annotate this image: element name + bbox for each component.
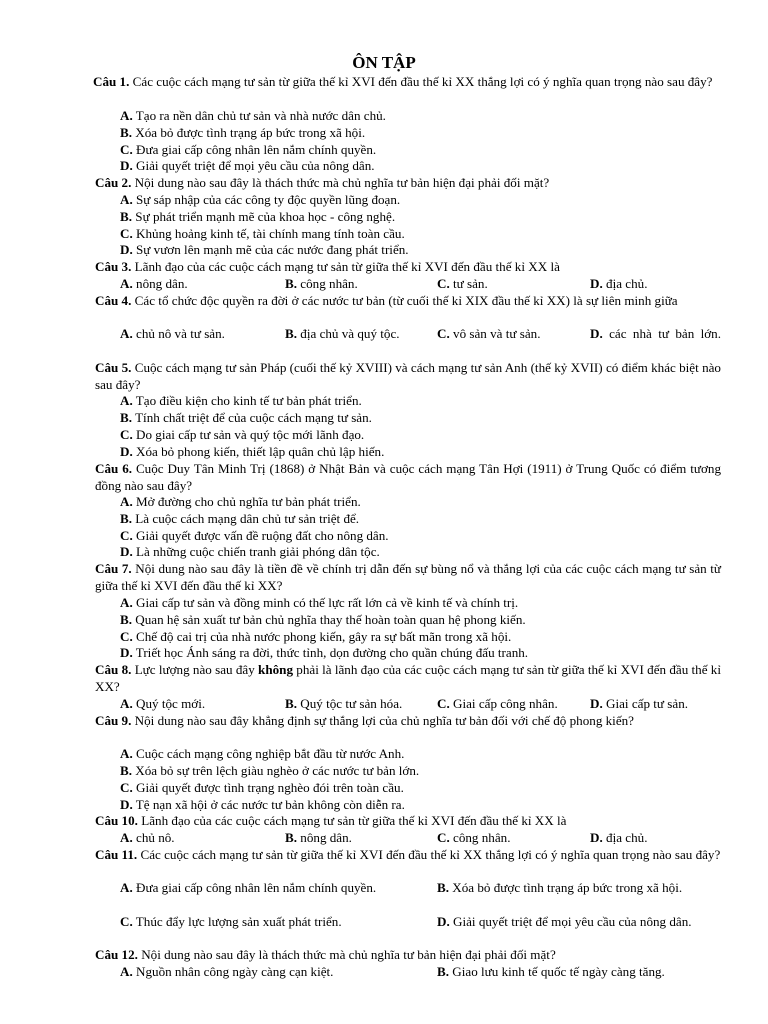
option-9d: D. Tệ nạn xã hội ở các nước tư bản không còn diễn ra. (120, 797, 405, 812)
question-8 (95, 662, 721, 696)
question-4 (95, 293, 721, 310)
option-2b: B. Sự phát triển mạnh mẽ của khoa học - công nghệ. (120, 209, 396, 224)
option-11c: C. Thúc đẩy lực lượng sản xuất phát triển. (120, 914, 342, 929)
option-12b: B. Giao lưu kinh tế quốc tế ngày càng tăng. (437, 964, 665, 979)
question-9 (95, 713, 721, 730)
option-10c: C. công nhân. (437, 830, 511, 845)
question-2 (95, 175, 721, 192)
option-3d: D. địa chủ. (590, 276, 648, 291)
option-5a: A. Tạo điều kiện cho kinh tế tư bản phát triển. (120, 393, 362, 408)
question-number: Câu 9. (95, 713, 132, 728)
question-text: Nội dung nào sau đây là tiền đề về chính trị dẫn đến sự bùng nổ và thắng lợi của các cuộc cách mạng tư sản từ giữa thế kỉ XVI đến đầu thế kỉ XX? (95, 561, 721, 593)
option-4d: D. các nhà tư bản lớn. (590, 326, 721, 341)
option-2a: A. Sự sáp nhập của các công ty độc quyền lũng đoạn. (120, 192, 401, 207)
option-8c: C. Giai cấp công nhân. (437, 696, 558, 711)
question-text: Các tổ chức độc quyền ra đời ở các nước tư bản (từ cuối thế kỉ XIX đầu thế kỉ XX) là sự liên minh giữa (134, 293, 678, 308)
question-5 (95, 360, 721, 394)
question-1 (93, 74, 721, 91)
option-1a: A. Tạo ra nền dân chủ tư sản và nhà nước dân chủ. (120, 108, 386, 123)
option-4a: A. chủ nô và tư sản. (120, 326, 225, 341)
question-number: Câu 7. (95, 561, 132, 576)
option-3a: A. nông dân. (120, 276, 188, 291)
option-2d: D. Sự vươn lên mạnh mẽ của các nước đang phát triển. (120, 242, 409, 257)
question-12 (95, 947, 721, 964)
option-3c: C. tư sản. (437, 276, 488, 291)
option-4b: B. địa chủ và quý tộc. (285, 326, 400, 341)
question-keyword: không (258, 662, 293, 677)
question-text: Các cuộc cách mạng tư sản từ giữa thế kỉ XVI đến đầu thế kỉ XX thắng lợi có ý nghĩa quan trọng nào sau đây? (132, 74, 713, 89)
option-7d: D. Triết học Ánh sáng ra đời, thức tỉnh, dọn đường cho quần chúng đấu tranh. (120, 645, 529, 660)
option-10b: B. nông dân. (285, 830, 352, 845)
question-text: Cuộc Duy Tân Minh Trị (1868) ở Nhật Bản và cuộc cách mạng Tân Hợi (1911) ở Trung Quốc có điểm tương đồng nào sau đây? (95, 461, 721, 493)
option-9a: A. Cuộc cách mạng công nghiệp bắt đầu từ nước Anh. (120, 746, 405, 761)
question-number: Câu 6. (95, 461, 133, 476)
option-7a: A. Giai cấp tư sản và đồng minh có thế lực rất lớn cả về kinh tế và chính trị. (120, 595, 519, 610)
option-10a: A. chủ nô. (120, 830, 175, 845)
question-number: Câu 8. (95, 662, 132, 677)
question-number: Câu 12. (95, 947, 138, 962)
option-6b: B. Là cuộc cách mạng dân chủ tư sản triệt để. (120, 511, 360, 526)
option-6c: C. Giải quyết được vấn đề ruộng đất cho nông dân. (120, 528, 389, 543)
question-11 (95, 847, 721, 864)
question-text: Lực lượng nào sau đây (134, 662, 255, 677)
question-text: Lãnh đạo của các cuộc cách mạng tư sản từ giữa thế kỉ XVI đến đầu thế kỉ XX là (134, 259, 560, 274)
document-title: ÔN TẬP (352, 53, 416, 72)
option-3b: B. công nhân. (285, 276, 358, 291)
option-2c: C. Khủng hoảng kinh tế, tài chính mang tính toàn cầu. (120, 226, 405, 241)
option-6d: D. Là những cuộc chiến tranh giải phóng dân tộc. (120, 544, 380, 559)
question-7 (95, 561, 721, 595)
option-12a: A. Nguồn nhân công ngày càng cạn kiệt. (120, 964, 334, 979)
option-9c: C. Giải quyết được tình trạng nghèo đói trên toàn cầu. (120, 780, 404, 795)
question-number: Câu 11. (95, 847, 138, 862)
question-number: Câu 2. (95, 175, 132, 190)
option-9b: B. Xóa bỏ sự trên lệch giàu nghèo ở các nước tư bản lớn. (120, 763, 420, 778)
question-6 (95, 461, 721, 495)
option-8b: B. Quý tộc tư sản hóa. (285, 696, 403, 711)
question-number: Câu 10. (95, 813, 138, 828)
option-11d: D. Giải quyết triệt để mọi yêu cầu của nông dân. (437, 914, 692, 929)
option-7c: C. Chế độ cai trị của nhà nước phong kiến, gây ra sự bất mãn trong xã hội. (120, 629, 512, 644)
question-text: Lãnh đạo của các cuộc cách mạng tư sản từ giữa thế kỉ XVI đến đầu thế kỉ XX là (141, 813, 567, 828)
option-1d: D. Giải quyết triệt để mọi yêu cầu của nông dân. (120, 158, 375, 173)
option-8d: D. Giai cấp tư sản. (590, 696, 689, 711)
question-text: Nội dung nào sau đây khẳng định sự thắng lợi của chủ nghĩa tư bản đối với chế độ phong kiến? (134, 713, 634, 728)
question-3 (95, 259, 721, 276)
question-10 (95, 813, 721, 830)
question-text: Cuộc cách mạng tư sản Pháp (cuối thế kỷ XVIII) và cách mạng tư sản Anh (thế kỷ XVII) có điểm khác biệt nào sau đây? (95, 360, 721, 392)
option-4c: C. vô sản và tư sản. (437, 326, 541, 341)
option-10d: D. địa chủ. (590, 830, 648, 845)
option-7b: B. Quan hệ sản xuất tư bản chủ nghĩa thay thế hoàn toàn quan hệ phong kiến. (120, 612, 526, 627)
question-number: Câu 5. (95, 360, 132, 375)
option-11a: A. Đưa giai cấp công nhân lên nắm chính quyền. (120, 880, 377, 895)
question-text: Nội dung nào sau đây là thách thức mà chủ nghĩa tư bản hiện đại phải đối mặt? (134, 175, 550, 190)
option-8a: A. Quý tộc mới. (120, 696, 206, 711)
question-number: Câu 1. (93, 74, 130, 89)
question-text-rest: phải là lãnh đạo của các cuộc cách mạng tư sản từ giữa thế kỉ XVI đến đầu thế kỉ XX? (95, 662, 721, 694)
option-5c: C. Do giai cấp tư sản và quý tộc mới lãnh đạo. (120, 427, 365, 442)
option-1b: B. Xóa bỏ được tình trạng áp bức trong xã hội. (120, 125, 366, 140)
option-11b: B. Xóa bỏ được tình trạng áp bức trong xã hội. (437, 880, 683, 895)
option-5d: D. Xóa bỏ phong kiến, thiết lập quân chủ lập hiến. (120, 444, 385, 459)
question-number: Câu 4. (95, 293, 132, 308)
question-text: Các cuộc cách mạng tư sản từ giữa thế kỉ XVI đến đầu thế kỉ XX thắng lợi có ý nghĩa quan trọng nào sau đây? (140, 847, 721, 862)
option-6a: A. Mở đường cho chủ nghĩa tư bản phát triển. (120, 494, 361, 509)
question-number: Câu 3. (95, 259, 132, 274)
option-1c: C. Đưa giai cấp công nhân lên nắm chính quyền. (120, 142, 377, 157)
option-5b: B. Tính chất triệt để của cuộc cách mạng tư sản. (120, 410, 372, 425)
question-text: Nội dung nào sau đây là thách thức mà chủ nghĩa tư bản hiện đại phải đối mặt? (141, 947, 556, 962)
